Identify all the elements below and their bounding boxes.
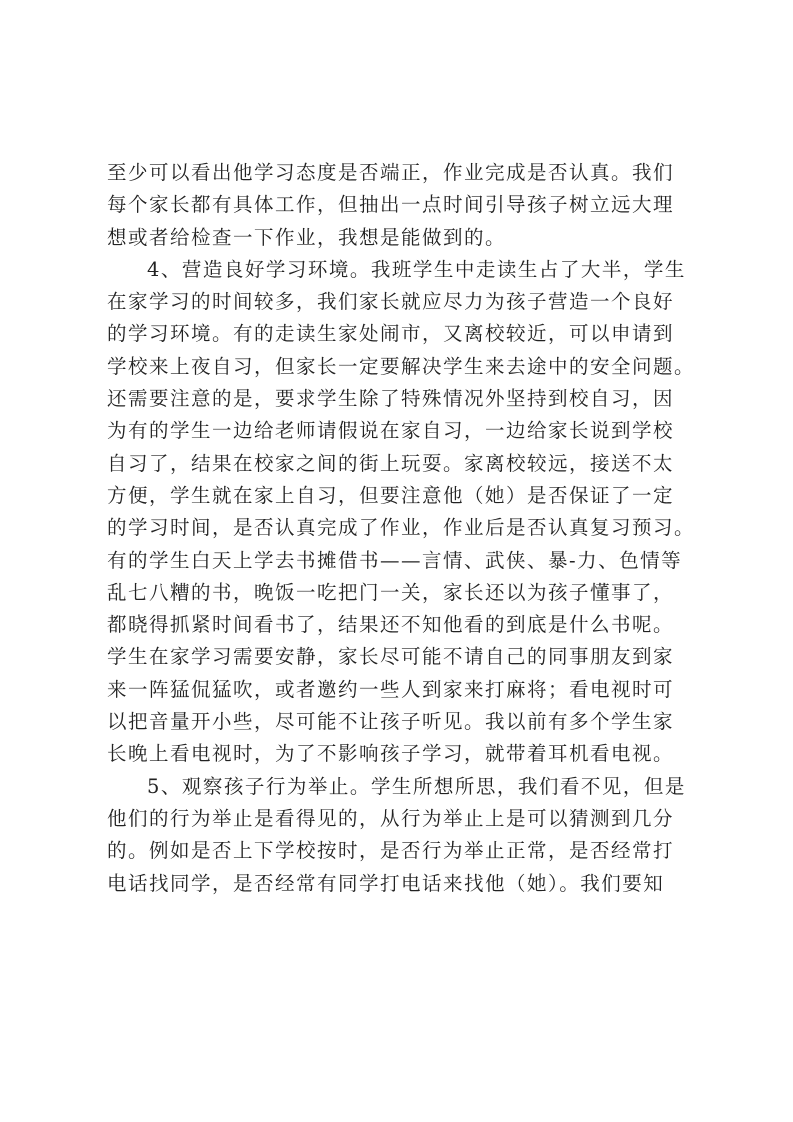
document-body [107, 157, 696, 900]
text-line: 乱七八糟的书，晚饭一吃把门一关，家长还以为孩子懂事了， [107, 580, 675, 604]
text-line: 的学习时间，是否认真完成了作业，作业后是否认真复习预习。 [107, 516, 696, 540]
text-line: 长晚上看电视时，为了不影响孩子学习，就带着耳机看电视。 [107, 742, 675, 766]
text-line: 他们的行为举止是看得见的，从行为举止上是可以猜测到几分 [107, 806, 675, 830]
text-line: 还需要注意的是，要求学生除了特殊情况外坚持到校自习，因 [107, 387, 675, 411]
text-line: 方便，学生就在家上自习，但要注意他（她）是否保证了一定 [107, 483, 675, 507]
text-line: 5、观察孩子行为举止。学生所想所思，我们看不见，但是 [147, 774, 686, 798]
text-line: 以把音量开小些，尽可能不让孩子听见。我以前有多个学生家 [107, 710, 675, 734]
text-line: 至少可以看出他学习态度是否端正，作业完成是否认真。我们 [107, 161, 675, 184]
text-line: 都晓得抓紧时间看书了，结果还不知他看的到底是什么书呢。 [107, 613, 675, 637]
text-line: 4、营造良好学习环境。我班学生中走读生占了大半，学生 [147, 257, 686, 281]
text-line: 学生在家学习需要安静，家长尽可能不请自己的同事朋友到家 [107, 645, 675, 669]
text-line: 自习了，结果在校家之间的街上玩耍。家离校较远，接送不太 [107, 451, 675, 475]
text-line: 的。例如是否上下学校按时，是否行为举止正常，是否经常打 [107, 839, 675, 863]
text-line: 在家学习的时间较多，我们家长就应尽力为孩子营造一个良好 [107, 290, 675, 314]
text-line: 有的学生白天上学去书摊借书——言情、武侠、暴-力、色情等 [107, 548, 683, 572]
text-line: 想或者给检查一下作业，我想是能做到的。 [107, 225, 507, 249]
text-line: 每个家长都有具体工作，但抽出一点时间引导孩子树立远大理 [107, 193, 675, 217]
text-line: 来一阵猛侃猛吹，或者邀约一些人到家来打麻将；看电视时可 [107, 677, 675, 701]
text-line: 的学习环境。有的走读生家处闹市，又离校较近，可以申请到 [107, 322, 675, 346]
text-line: 电话找同学，是否经常有同学打电话来找他（她）。我们要知 [107, 871, 665, 895]
text-line: 为有的学生一边给老师请假说在家自习，一边给家长说到学校 [107, 419, 675, 443]
text-line: 学校来上夜自习，但家长一定要解决学生来去途中的安全问题。 [107, 354, 696, 378]
